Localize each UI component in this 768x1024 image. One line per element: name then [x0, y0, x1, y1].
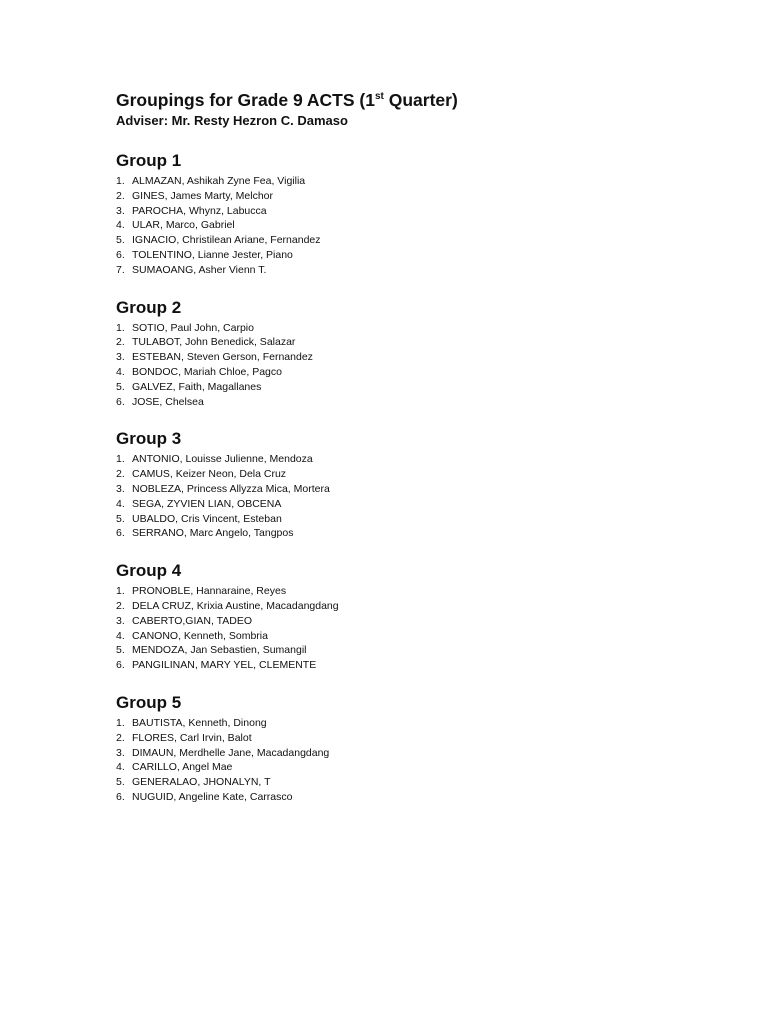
list-item [116, 467, 736, 482]
list-item [116, 248, 736, 263]
list-item [116, 452, 736, 467]
list-item [116, 775, 736, 790]
list-item [116, 643, 736, 658]
item-number: 1. [116, 175, 125, 187]
member-name: NUGUID, Angeline Kate, Carrasco [132, 790, 293, 803]
document-title [116, 88, 736, 112]
member-name: ULAR, Marco, Gabriel [132, 219, 235, 232]
list-item [116, 321, 736, 336]
member-name: UBALDO, Cris Vincent, Esteban [132, 512, 282, 525]
member-name: ANTONIO, Louisse Julienne, Mendoza [132, 453, 313, 466]
item-number: 2. [116, 336, 125, 349]
list-item [116, 395, 736, 410]
item-number: 4. [116, 365, 125, 378]
member-list [116, 584, 736, 673]
list-item [116, 716, 736, 731]
group-heading: Group 2 [116, 297, 182, 317]
member-name: PRONOBLE, Hannaraine, Reyes [132, 585, 287, 598]
item-number: 3. [116, 351, 125, 364]
item-number: 2. [116, 468, 125, 481]
title-text: Groupings for Grade 9 ACTS (1 [116, 90, 375, 110]
group-section-3 [116, 428, 736, 541]
member-name: PAROCHA, Whynz, Labucca [132, 204, 267, 217]
item-number: 1. [116, 453, 125, 466]
member-name: SEGA, ZYVIEN LIAN, OBCENA [132, 497, 282, 510]
list-item [116, 335, 736, 350]
item-number: 6. [116, 395, 125, 408]
group-section-2 [116, 297, 736, 410]
item-number: 1. [116, 321, 125, 334]
adviser-line: Adviser: Mr. Resty Hezron C. Damaso [116, 113, 348, 128]
item-number: 5. [116, 234, 125, 247]
member-name: BAUTISTA, Kenneth, Dinong [132, 716, 267, 729]
member-name: NOBLEZA, Princess Allyzza Mica, Mortera [132, 482, 330, 495]
list-item [116, 350, 736, 365]
item-number: 6. [116, 790, 125, 803]
group-section-1 [116, 150, 736, 278]
list-item [116, 482, 736, 497]
group-section-5 [116, 692, 736, 805]
member-name: JOSE, Chelsea [132, 395, 204, 408]
list-item [116, 760, 736, 775]
item-number: 3. [116, 614, 125, 627]
member-name: SERRANO, Marc Angelo, Tangpos [132, 527, 294, 540]
member-name: CAMUS, Keizer Neon, Dela Cruz [132, 468, 287, 481]
item-number: 5. [116, 644, 125, 657]
member-name: DELA CRUZ, Krixia Austine, Macadangdang [132, 599, 339, 612]
item-number: 4. [116, 761, 125, 774]
list-item [116, 629, 736, 644]
member-name: FLORES, Carl Irvin, Balot [132, 731, 252, 744]
item-number: 3. [116, 746, 125, 759]
title-superscript: st [374, 91, 384, 102]
item-number: 5. [116, 380, 125, 393]
document [116, 88, 736, 805]
member-list [116, 321, 736, 410]
member-name: PANGILINAN, MARY YEL, CLEMENTE [132, 659, 317, 672]
list-item [116, 365, 736, 380]
member-name: ALMAZAN, Ashikah Zyne Fea, Vigilia [132, 175, 306, 187]
member-name: GALVEZ, Faith, Magallanes [132, 380, 262, 393]
group-heading: Group 5 [116, 692, 182, 712]
item-number: 4. [116, 219, 125, 232]
group-section-4 [116, 560, 736, 673]
list-item [116, 263, 736, 278]
item-number: 7. [116, 263, 125, 276]
list-item [116, 497, 736, 512]
list-item [116, 731, 736, 746]
member-name: GINES, James Marty, Melchor [132, 189, 274, 202]
member-name: GENERALAO, JHONALYN, T [132, 776, 271, 789]
item-number: 1. [116, 585, 125, 598]
list-item [116, 599, 736, 614]
member-name: ESTEBAN, Steven Gerson, Fernandez [132, 351, 313, 364]
member-name: SOTIO, Paul John, Carpio [132, 321, 254, 334]
list-item [116, 189, 736, 204]
list-item [116, 380, 736, 395]
list-item [116, 746, 736, 761]
list-item [116, 204, 736, 219]
list-item [116, 512, 736, 527]
list-item [116, 584, 736, 599]
member-name: IGNACIO, Christilean Ariane, Fernandez [132, 234, 321, 247]
member-name: CANONO, Kenneth, Sombria [132, 629, 268, 642]
item-number: 2. [116, 599, 125, 612]
list-item [116, 790, 736, 805]
item-number: 1. [116, 716, 125, 729]
member-name: TOLENTINO, Lianne Jester, Piano [132, 248, 293, 261]
item-number: 5. [116, 776, 125, 789]
member-name: CARILLO, Angel Mae [132, 761, 233, 774]
member-name: CABERTO,GIAN, TADEO [132, 614, 253, 627]
list-item [116, 614, 736, 629]
item-number: 2. [116, 189, 125, 202]
member-name: SUMAOANG, Asher Vienn T. [132, 263, 267, 276]
list-item [116, 174, 736, 189]
group-heading: Group 1 [116, 151, 182, 170]
member-name: MENDOZA, Jan Sebastien, Sumangil [132, 644, 307, 657]
title-text-end: Quarter) [383, 90, 458, 110]
item-number: 4. [116, 629, 125, 642]
member-list [116, 174, 736, 278]
item-number: 3. [116, 204, 125, 217]
member-name: TULABOT, John Benedick, Salazar [132, 336, 296, 349]
group-heading: Group 3 [116, 429, 182, 449]
list-item [116, 658, 736, 673]
item-number: 2. [116, 731, 125, 744]
member-name: BONDOC, Mariah Chloe, Pagco [132, 365, 282, 378]
list-item [116, 233, 736, 248]
list-item [116, 218, 736, 233]
item-number: 6. [116, 659, 125, 672]
list-item [116, 526, 736, 541]
member-list [116, 452, 736, 541]
item-number: 5. [116, 512, 125, 525]
item-number: 3. [116, 482, 125, 495]
member-list [116, 716, 736, 805]
item-number: 4. [116, 497, 125, 510]
item-number: 6. [116, 248, 125, 261]
item-number: 6. [116, 527, 125, 540]
member-name: DIMAUN, Merdhelle Jane, Macadangdang [132, 746, 330, 759]
group-heading: Group 4 [116, 561, 182, 581]
